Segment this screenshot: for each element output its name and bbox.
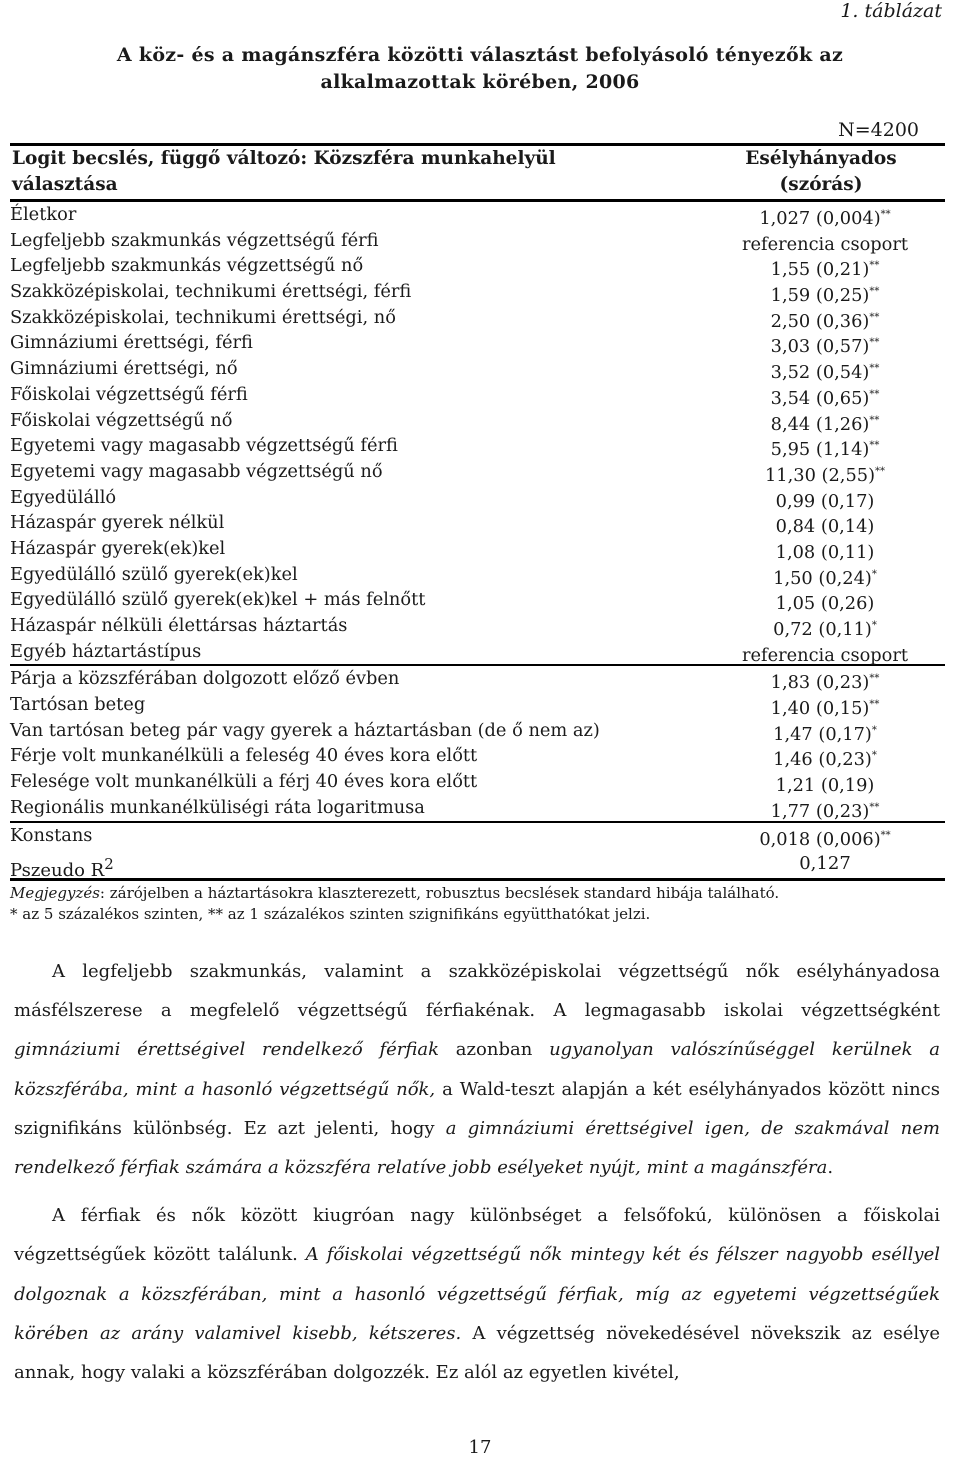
row-value: 3,03 (0,57)** [770,336,880,358]
row-label: Párja a közszférában dolgozott előző évben [10,668,400,690]
significance-marker: * [871,750,877,762]
table-row [10,639,945,667]
row-value: 5,95 (1,14)** [770,439,880,461]
row-label: Házaspár gyerek nélkül [10,512,225,534]
table-row [10,769,945,795]
row-label: Főiskolai végzettségű nő [10,409,233,431]
sample-size: N=4200 [838,119,919,141]
significance-marker: ** [869,699,880,711]
row-label: Gimnáziumi érettségi, nő [10,358,238,380]
significance-marker: ** [875,465,886,477]
note-lead: Megjegyzés [10,884,100,903]
row-label: Konstans [10,824,93,846]
row-value: 1,027 (0,004)** [759,207,891,229]
table-row [10,562,945,588]
row-label: Főiskolai végzettségű férfi [10,383,248,405]
row-label: Életkor [10,204,77,225]
table-row [10,356,945,382]
row-value: 0,72 (0,11)* [773,618,877,640]
row-label: Egyetemi vagy magasabb végzettségű férfi [10,435,398,457]
page-number: 17 [468,1437,492,1458]
significance-marker: ** [869,440,880,452]
table-row [10,666,945,692]
significance-marker: * [871,724,877,736]
row-label: Házaspár gyerek(ek)kel [10,537,226,559]
table-row [10,228,945,254]
row-value: 8,44 (1,26)** [770,413,880,435]
paragraph-1: A legfeljebb szakmunkás, valamint a szakközépiskolai végzettségű nők esélyhányadosa másfélszerese a megfelelő végzettségű férfiakénak. A legmagasabb iskolai végzettségként gimnáziumi érettségivel rendelkező férfiak azonban ugyanolyan valószínűséggel kerülnek a közszférába, mint a hasonló végzettségű nők, a Wald-teszt alapján a két esélyhányados között nincs szignifikáns különbség. Ez azt jelenti, hogy a gimnáziumi érettségivel igen, de szakmával nem rendelkező férfiak számára a közszféra relatíve jobb esélyeket nyújt, mint a magánszféra. [14,961,941,1179]
significance-marker: ** [880,829,891,841]
table-row [10,823,945,849]
significance-marker: ** [869,260,880,272]
regression-table [10,117,945,925]
row-value: 1,55 (0,21)** [770,259,880,281]
row-label: Egyetemi vagy magasabb végzettségű nő [10,460,383,482]
row-value: 1,47 (0,17)* [773,723,877,745]
table-row [10,305,945,331]
table-row [10,613,945,639]
row-label: Egyedülálló szülő gyerek(ek)kel [10,563,298,585]
table-row [10,433,945,459]
row-value: 3,54 (0,65)** [770,387,880,409]
pseudo-r2-row [10,848,945,881]
significance-marker: ** [869,337,880,349]
table-row [10,510,945,536]
table-body [10,202,945,848]
significance-marker: ** [880,209,891,220]
table-row [10,485,945,511]
significance-marker: ** [869,414,880,426]
row-value: 1,77 (0,23)** [770,800,880,822]
row-label: Felesége volt munkanélküli a férj 40 éves kora előtt [10,771,478,793]
significance-marker: ** [869,673,880,685]
row-value: 1,21 (0,19) [775,775,875,797]
table-row [10,279,945,305]
significance-marker: * [871,620,877,631]
header-left-line-1: Logit becslés, függő változó: Közszféra munkahelyül [12,148,556,169]
header-dependent-variable [12,146,556,198]
row-label: Regionális munkanélküliségi ráta logaritmusa [10,796,425,818]
row-label: Férje volt munkanélküli a feleség 40 éves kora előtt [10,745,478,767]
row-value: 2,50 (0,36)** [770,310,880,332]
significance-marker: ** [869,311,880,323]
row-value: 1,08 (0,11) [775,541,875,563]
table-row [10,795,945,823]
table-label: 1. táblázat [840,0,942,22]
table-title-line-2: alkalmazottak körében, 2006 [320,71,640,93]
row-value: 1,50 (0,24)* [773,567,877,589]
table-row [10,408,945,434]
significance-marker: ** [869,801,880,813]
header-right-line-1: Esélyhányados [745,148,897,169]
table-row [10,718,945,744]
row-label: Egyéb háztartástípus [10,640,202,662]
row-value: 0,84 (0,14) [775,516,875,538]
header-left-line-2: választása [12,174,118,195]
header-odds-ratio [721,146,921,198]
table-row [10,692,945,718]
row-value: 1,83 (0,23)** [770,672,880,694]
table-row [10,382,945,408]
row-label: Egyedülálló szülő gyerek(ek)kel + más felnőtt [10,589,426,611]
table-row [10,587,945,613]
header-right-line-2: (szórás) [779,174,863,195]
table-title [40,42,920,96]
row-label: Van tartósan beteg pár vagy gyerek a háztartásban (de ő nem az) [10,719,600,741]
row-value: 1,05 (0,26) [775,593,875,615]
row-label: Legfeljebb szakmunkás végzettségű férfi [10,229,379,251]
row-label: Szakközépiskolai, technikumi érettségi, férfi [10,281,412,303]
significance-marker: ** [869,363,880,375]
row-label: Házaspár nélküli élettársas háztartás [10,615,348,636]
row-value: referencia csoport [741,644,909,666]
row-value: referencia csoport [741,233,909,255]
row-label: Gimnáziumi érettségi, férfi [10,332,253,354]
note-text: : zárójelben a háztartásokra klaszterezett, robusztus becslések standard hibája található. [99,884,780,903]
pseudo-r2-label: Pszeudo $R^2$ [10,855,114,882]
table-row [10,202,945,228]
row-value: 0,018 (0,006)** [759,828,891,850]
significance-marker: ** [869,286,880,298]
table-header [10,143,945,202]
significance-marker: * [871,568,877,580]
table-row [10,743,945,769]
table-row [10,330,945,356]
row-label: Legfeljebb szakmunkás végzettségű nő [10,255,364,277]
row-label: Egyedülálló [10,486,117,508]
row-value: 1,59 (0,25)** [770,284,880,306]
row-value: 11,30 (2,55)** [764,464,886,486]
row-value: 1,40 (0,15)** [770,697,880,719]
paragraph-2: A férfiak és nők között kiugróan nagy különbséget a felsőfokú, különösen a főiskolai végzettségűek között találunk. A főiskolai végzettségű nők mintegy két és félszer nagyobb eséllyel dolgoznak a közszférában, mint a hasonló végzettségű férfiak, míg az egyetemi végzettségűek körében az arány valamivel kisebb, kétszeres. A végzettség növekedésével növekszik az esélye annak, hogy valaki a közszférában dolgozzék. Ez alól az egyetlen kivétel, [14,1205,940,1384]
body-text [14,952,940,1392]
row-value: 3,52 (0,54)** [770,362,880,384]
table-row [10,253,945,279]
table-note [10,883,945,925]
row-label: Szakközépiskolai, technikumi érettségi, nő [10,306,396,328]
table-row [10,536,945,562]
note-line-2: * az 5 százalékos szinten, ** az 1 százalékos szinten szignifikáns együtthatókat jelzi. [10,905,651,924]
row-value: 0,99 (0,17) [775,490,875,512]
table-row [10,459,945,485]
row-label: Tartósan beteg [10,694,146,716]
pseudo-r2-value: 0,127 [799,853,851,875]
table-title-line-1: A köz- és a magánszféra közötti választást befolyásoló tényezők az [116,44,844,66]
significance-marker: ** [869,388,880,400]
row-value: 1,46 (0,23)* [773,749,877,771]
